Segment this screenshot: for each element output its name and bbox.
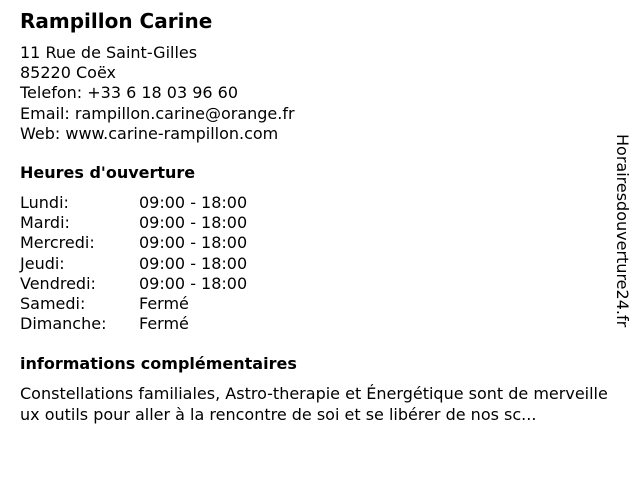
website-line: [20, 124, 610, 144]
time-value: Fermé: [139, 314, 189, 334]
street-address: 11 Rue de Saint-Gilles: [20, 43, 198, 62]
time-value: 09:00 - 18:00: [139, 233, 248, 253]
email-line: [20, 104, 610, 124]
hours-row-monday: [20, 193, 610, 213]
hours-row-thursday: [20, 254, 610, 274]
day-label: Samedi:: [20, 294, 86, 314]
time-value: 09:00 - 18:00: [139, 193, 248, 213]
day-label: Lundi:: [20, 193, 69, 213]
email-label: Email:: [20, 103, 75, 123]
time-value: 09:00 - 18:00: [139, 253, 248, 273]
email-link[interactable]: rampillon.carine@orange.fr: [74, 103, 295, 123]
business-card: [20, 9, 610, 425]
day-label: Dimanche:: [20, 314, 107, 334]
hours-row-tuesday: [20, 213, 610, 233]
description-text: Constellations familiales, Astro-therapie et Énergétique sont de merveilleux outils pour aller à la rencontre de soi et se libérer de nos sc...: [20, 384, 608, 424]
hours-row-saturday: [20, 294, 610, 314]
opening-hours-table: [20, 193, 610, 334]
website-link[interactable]: www.carine-rampillon.com: [65, 123, 279, 143]
day-label: Mercredi:: [20, 233, 95, 253]
hours-row-wednesday: [20, 233, 610, 253]
time-value: 09:00 - 18:00: [139, 213, 248, 233]
site-watermark: Horairesdouverture24.fr: [613, 134, 632, 328]
hours-heading: Heures d'ouverture: [20, 163, 196, 183]
hours-row-friday: [20, 274, 610, 294]
phone-number: Telefon: +33 6 18 03 96 60: [20, 83, 239, 103]
day-label: Jeudi:: [20, 253, 65, 273]
website-label: Web:: [20, 123, 66, 143]
business-name: Rampillon Carine: [20, 9, 213, 33]
hours-row-sunday: [20, 314, 610, 334]
city-postal: 85220 Coëx: [20, 63, 116, 83]
additional-info-heading: informations complémentaires: [20, 354, 297, 374]
time-value: 09:00 - 18:00: [139, 273, 248, 293]
time-value: Fermé: [139, 294, 189, 314]
day-label: Mardi:: [20, 213, 70, 233]
day-label: Vendredi:: [20, 273, 96, 293]
